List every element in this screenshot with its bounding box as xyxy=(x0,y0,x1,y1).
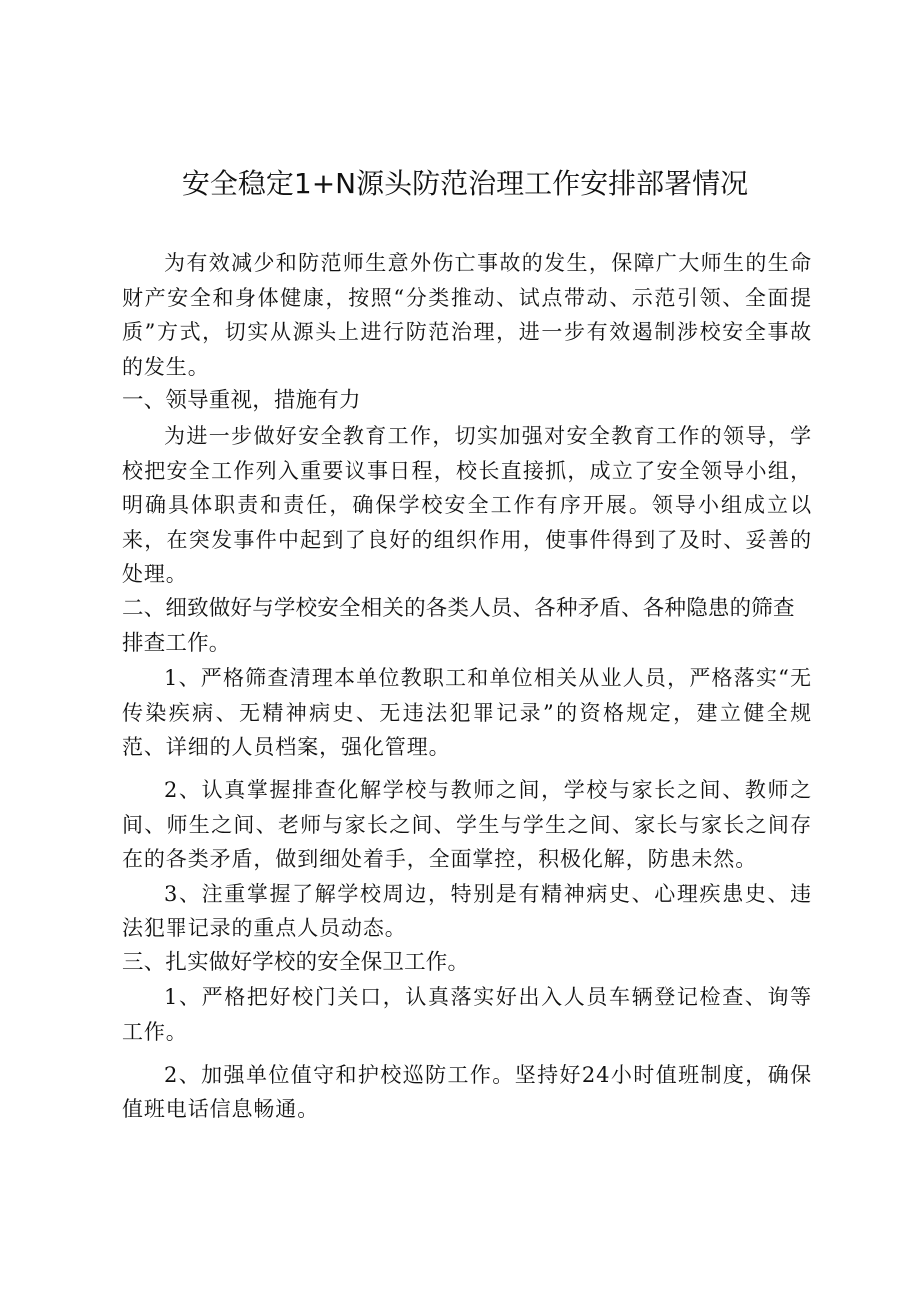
section-2-paragraph-1: 1、严格筛查清理本单位教职工和单位相关从业人员，严格落实“无传染疾病、无精神病史、无违法犯罪记录”的资格规定，建立健全规范、详细的人员档案，强化管理。 xyxy=(122,666,812,760)
section-2-paragraph-2: 2、认真掌握排查化解学校与教师之间，学校与家长之间、教师之间、师生之间、老师与家长之间、学生与学生之间、家长与家长之间存在的各类矛盾，做到细处着手，全面掌控，积极化解，防患未然。 xyxy=(122,777,812,872)
section-1-paragraph-1: 为进一步做好安全教育工作，切实加强对安全教育工作的领导，学校把安全工作列入重要议事日程，校长直接抓，成立了安全领导小组，明确具体职责和责任，确保学校安全工作有序开展。领导小组成立以来，在突发事件中起到了良好的组织作用，使事件得到了及时、妥善的处理。 xyxy=(122,423,812,587)
document-title: 安全稳定1+N源头防范治理工作安排部署情况 xyxy=(181,167,749,200)
section-3-paragraph-2: 2、加强单位值守和护校巡防工作。坚持好24小时值班制度，确保值班电话信息畅通。 xyxy=(122,1062,812,1122)
intro-paragraph: 为有效减少和防范师生意外伤亡事故的发生，保障广大师生的生命财产安全和身体健康，按照“分类推动、试点带动、示范引领、全面提质”方式，切实从源头上进行防范治理，进一步有效遏制涉校安全事故的发生。 xyxy=(122,251,812,379)
section-2-paragraph-3: 3、注重掌握了解学校周边，特别是有精神病史、心理疾患史、违法犯罪记录的重点人员动态。 xyxy=(122,881,812,941)
section-3-paragraph-1: 1、严格把好校门关口，认真落实好出入人员车辆登记检查、询等工作。 xyxy=(122,985,812,1045)
document-body xyxy=(122,246,812,1127)
section-3-heading: 三、扎实做好学校的安全保卫工作。 xyxy=(122,949,470,975)
section-2-heading: 二、细致做好与学校安全相关的各类人员、各种矛盾、各种隐患的筛查排查工作。 xyxy=(122,595,795,656)
section-1-heading: 一、领导重视，措施有力 xyxy=(122,388,361,414)
